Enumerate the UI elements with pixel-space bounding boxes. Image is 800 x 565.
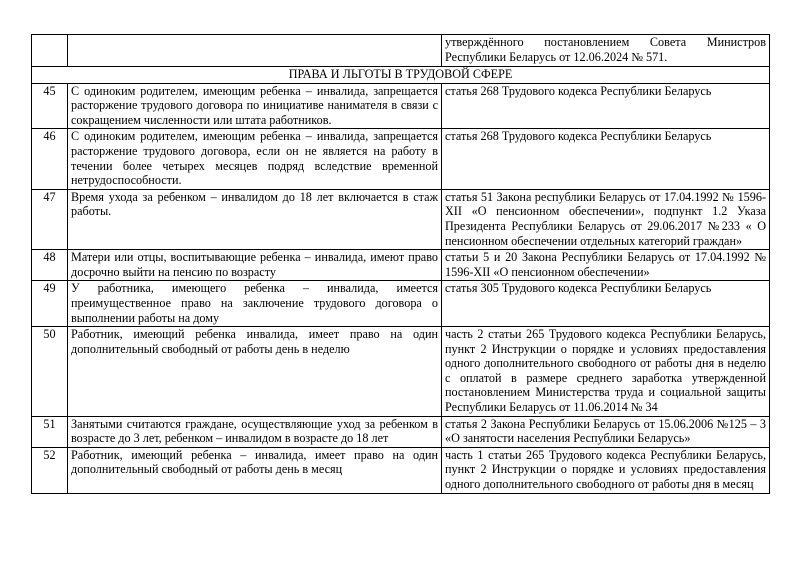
row-description: Время ухода за ребенком – инвалидом до 18 лет включается в стаж работы.: [68, 189, 442, 249]
section-row: [32, 67, 770, 84]
row-number: 46: [32, 129, 68, 189]
row-number: 51: [32, 416, 68, 447]
row-description: Матери или отцы, воспитывающие ребенка – инвалида, имеют право досрочно выйти на пенсию по возрасту: [68, 250, 442, 281]
table-row: [32, 83, 770, 129]
row-legal-basis: статья 2 Закона Республики Беларусь от 15.06.2006 №125 – 3 «О занятости населения Республики Беларусь»: [442, 416, 770, 447]
row-description: У работника, имеющего ребенка – инвалида, имеется преимущественное право на заключение трудового договора о выполнении работы на дому: [68, 281, 442, 327]
empty-num-cell: [32, 35, 68, 67]
row-legal-basis: статья 305 Трудового кодекса Республики Беларусь: [442, 281, 770, 327]
row-number: 45: [32, 83, 68, 129]
row-number: 49: [32, 281, 68, 327]
row-legal-basis: часть 2 статьи 265 Трудового кодекса Республики Беларусь, пункт 2 Инструкции о порядке и условиях предоставления одного дополнительного свободного от работы дня в неделю с оплатой в размере среднего заработка утвержденной постановлением Министерства труда и социальной защиты Республики Беларусь от 11.06.2014 № 34: [442, 327, 770, 417]
table-row: [32, 416, 770, 447]
row-legal-basis: часть 1 статьи 265 Трудового кодекса Республики Беларусь, пункт 2 Инструкции о порядке и условиях предоставления одного дополнительного свободного от работы дня в месяц: [442, 447, 770, 493]
row-legal-basis: статьи 5 и 20 Закона Республики Беларусь от 17.04.1992 № 1596-XII «О пенсионном обеспечении»: [442, 250, 770, 281]
row-description: Работник, имеющий ребенка инвалида, имеет право на один дополнительный свободный от работы день в неделю: [68, 327, 442, 417]
benefits-table: [31, 34, 770, 494]
table-row: [32, 189, 770, 249]
row-number: 52: [32, 447, 68, 493]
row-description: С одиноким родителем, имеющим ребенка – инвалида, запрещается расторжение трудового договора, если он не является на работу в течении более четырех месяцев подряд вследствие временной нетрудоспособности.: [68, 129, 442, 189]
table-row: [32, 281, 770, 327]
table-row: [32, 327, 770, 417]
row-legal-basis: статья 268 Трудового кодекса Республики Беларусь: [442, 129, 770, 189]
row-description: С одиноким родителем, имеющим ребенка – инвалида, запрещается расторжение трудового договора по инициативе нанимателя в связи с сокращением численности или штата работников.: [68, 83, 442, 129]
row-description: Работник, имеющий ребенка – инвалида, имеет право на один дополнительный свободный от работы день в месяц: [68, 447, 442, 493]
empty-desc-cell: [68, 35, 442, 67]
continuation-row: [32, 35, 770, 67]
section-title: ПРАВА И ЛЬГОТЫ В ТРУДОВОЙ СФЕРЕ: [32, 67, 770, 84]
row-description: Занятыми считаются граждане, осуществляющие уход за ребенком в возрасте до 3 лет, ребенком – инвалидом в возрасте до 18 лет: [68, 416, 442, 447]
table-row: [32, 129, 770, 189]
row-number: 50: [32, 327, 68, 417]
table-row: [32, 447, 770, 493]
row-number: 47: [32, 189, 68, 249]
table-row: [32, 250, 770, 281]
row-legal-basis: статья 268 Трудового кодекса Республики Беларусь: [442, 83, 770, 129]
row-number: 48: [32, 250, 68, 281]
continuation-text: утверждённого постановлением Совета Министров Республики Беларусь от 12.06.2024 № 571.: [442, 35, 770, 67]
row-legal-basis: статья 51 Закона республики Беларусь от 17.04.1992 № 1596-XII «О пенсионном обеспечении», подпункт 1.2 Указа Президента Республики Беларусь от 29.06.2017 №233 « О пенсионном обеспечении отдельных категорий граждан»: [442, 189, 770, 249]
